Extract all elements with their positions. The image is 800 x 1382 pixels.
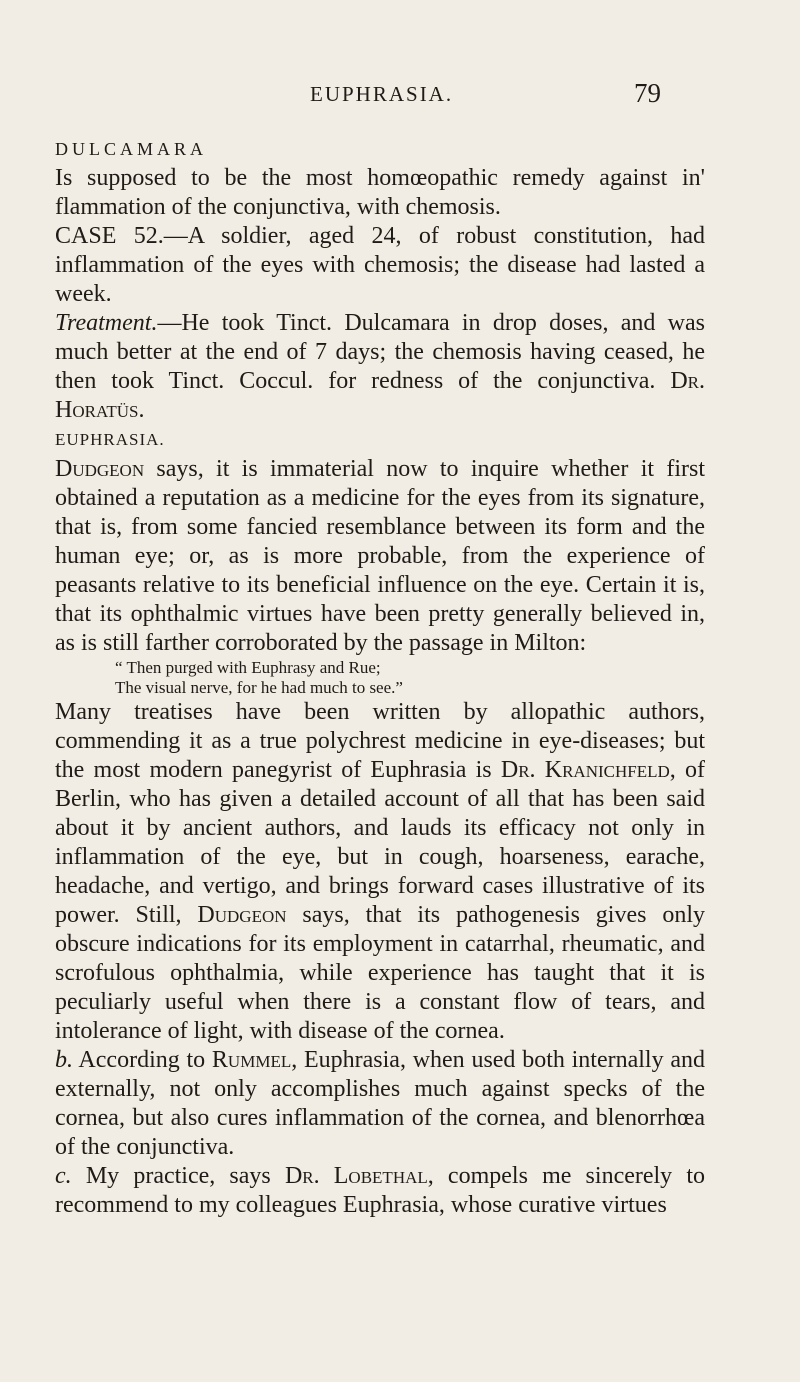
- euphrasia-paragraph-2: [55, 698, 705, 1046]
- euphrasia-paragraph-c: [55, 1162, 705, 1220]
- treatment-label: Treatment.: [55, 310, 158, 336]
- author-name-dudgeon-2: Dudgeon: [197, 902, 287, 928]
- paragraph-c-text-b: , compels me sincerely to recommend to my colleagues Euphrasia, whose curative virtues: [55, 1163, 706, 1218]
- dulcamara-intro: [55, 164, 705, 222]
- paragraph-c-text-a: My practice, says: [71, 1163, 285, 1189]
- case-text: —A soldier, aged 24, of robust constitution, had inflammation of the eyes with chemosis; the disease had lasted a week.: [55, 223, 705, 307]
- euphrasia-paragraph-2-text-b: , of Berlin, who has given a detailed account of all that has been said about it by ancient authors, and lauds its efficacy not only in inflammation of the eye, but in cough, hoarseness, earache, headache, and vertigo, and brings forward cases illustrative of its power. Still,: [55, 757, 705, 928]
- paragraph-b-text-a: According to: [73, 1047, 212, 1073]
- section-heading-dulcamara: DULCAMARA: [55, 139, 208, 159]
- treatment-text: —He took Tinct. Dulcamara in drop doses, and was much better at the end of 7 days; the chemosis having ceased, he then took Tinct. Coccul. for redness of the conjunctiva.: [55, 310, 705, 394]
- euphrasia-paragraph-1: [55, 455, 705, 658]
- running-title: EUPHRASIA.: [310, 82, 454, 106]
- section-heading-euphrasia: EUPHRASIA.: [55, 430, 165, 449]
- quote-line-1: “ Then purged with Euphrasy and Rue;: [115, 658, 381, 677]
- case-label: CASE 52.: [55, 223, 164, 249]
- euphrasia-paragraph-b: [55, 1046, 705, 1162]
- author-name-dudgeon: Dudgeon: [55, 456, 145, 482]
- paragraph-b-text-b: , Euphrasia, when used both internally and externally, not only accomplishes much against specks of the cornea, but also cures inflammation of the cornea, and blenorrhœa of the conjunctiva.: [55, 1047, 706, 1160]
- dulcamara-intro-text: Is supposed to be the most homœopathic remedy against in' flammation of the conjunctiva, with chemosis.: [55, 165, 705, 220]
- quote-line-2: The visual nerve, for he had much to see.”: [115, 678, 403, 697]
- author-name-kranichfeld: Dr. Kranichfeld: [500, 757, 670, 783]
- treatment-author: Dr. Horatüs.: [55, 368, 705, 423]
- treatment-paragraph: [55, 309, 705, 425]
- author-name-lobethal: Dr. Lobethal: [284, 1163, 428, 1189]
- milton-quote: [55, 658, 705, 698]
- euphrasia-paragraph-2-text-c: says, that its pathogenesis gives only obscure indications for its employment in catarrhal, rheumatic, and scrofulous ophthalmia, while experience has taught that it is peculiarly useful when there is a constant flow of tears, and intolerance of light, with disease of the cornea.: [55, 902, 706, 1044]
- item-label-b: b.: [55, 1047, 73, 1073]
- author-name-rummel: Rummel: [211, 1047, 292, 1073]
- euphrasia-paragraph-1-text: says, it is immaterial now to inquire whether it first obtained a reputation as a medicine for the eyes from its signature, that is, from some fancied resemblance between its form and the human eye; or, as is more probable, from the experience of peasants relative to its beneficial influence on the eye. Certain it is, that its ophthalmic virtues have been pretty generally believed in, as is still farther corroborated by the passage in Milton:: [55, 456, 705, 656]
- case-paragraph: [55, 222, 705, 309]
- item-label-c: c.: [55, 1163, 72, 1189]
- page-body: [55, 134, 705, 1220]
- page-number: 79: [634, 78, 661, 108]
- euphrasia-paragraph-2-text-a: Many treatises have been written by allopathic authors, commending it as a true polychrest medicine in eye-diseases; but the most modern panegyrist of Euphrasia is: [55, 699, 705, 783]
- running-head: [0, 78, 800, 112]
